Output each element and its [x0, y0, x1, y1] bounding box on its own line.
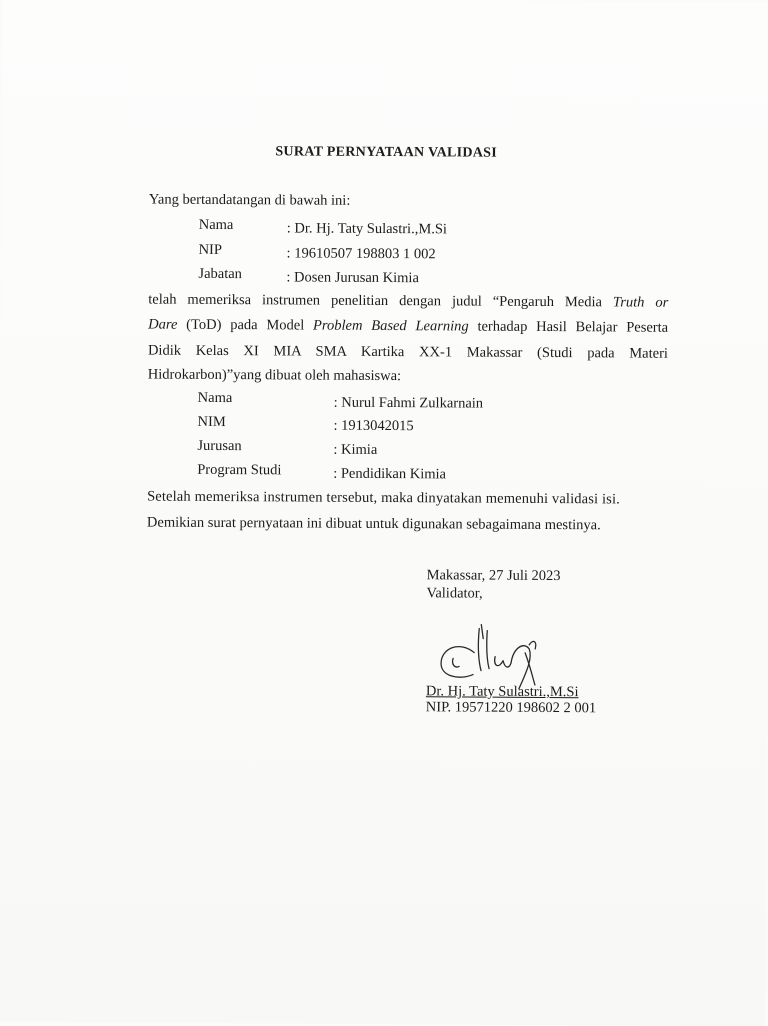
place-date: Makassar, 27 Juli 2023 [426, 567, 561, 585]
validator-label: Validator, [426, 585, 483, 602]
body-line-3: Didik Kelas XI MIA SMA Kartika XX-1 Makassar (Studi pada Materi [147, 342, 669, 362]
validator-name-label: Nama [198, 216, 234, 234]
signer-name: Dr. Hj. Taty Sulastri.,M.Si [425, 683, 579, 701]
body-line-2-italic-c: Problem Based Learning [313, 317, 469, 335]
closing-line-1: Setelah memeriksa instrumen tersebut, maka dinyatakan memenuhi validasi isi. [147, 488, 620, 508]
student-name-label: Nama [197, 389, 233, 407]
body-line-2 [148, 316, 668, 337]
student-program-label: Program Studi [197, 461, 282, 479]
validator-nip-value: : 19610507 198803 1 002 [286, 245, 436, 263]
validator-nip-label: NIP [198, 241, 223, 259]
intro-text: Yang bertandatangan di bawah ini: [148, 191, 351, 209]
student-name-value: : Nurul Fahmi Zulkarnain [333, 394, 484, 412]
student-program-value: : Pendidikan Kimia [333, 465, 447, 483]
closing-line-2: Demikian surat pernyataan ini dibuat untuk digunakan sebagaimana mestinya. [146, 514, 601, 534]
student-nim-value: : 1913042015 [333, 417, 414, 435]
validator-position-label: Jabatan [198, 265, 242, 283]
body-line-1-text: telah memeriksa instrumen penelitian dengan judul “Pengaruh Media [148, 291, 614, 311]
body-line-1 [148, 291, 668, 312]
validator-name-value: : Dr. Hj. Taty Sulastri.,M.Si [286, 220, 448, 238]
student-major-value: : Kimia [333, 441, 378, 458]
body-line-2-text-b: (ToD) pada Model [177, 316, 314, 334]
student-nim-label: NIM [197, 413, 226, 431]
validator-position-value: : Dosen Jurusan Kimia [286, 269, 419, 287]
body-line-2-text-d: terhadap Hasil Belajar Peserta [468, 318, 669, 336]
body-line-2-italic-a: Dare [148, 316, 178, 333]
body-line-4: Hidrokarbon)”yang dibuat oleh mahasiswa: [147, 366, 402, 385]
student-major-label: Jurusan [197, 437, 242, 455]
signer-nip: NIP. 19571220 198602 2 001 [425, 699, 597, 717]
body-line-1-italic: Truth or [612, 294, 669, 311]
document-title: SURAT PERNYATAAN VALIDASI [275, 144, 498, 161]
